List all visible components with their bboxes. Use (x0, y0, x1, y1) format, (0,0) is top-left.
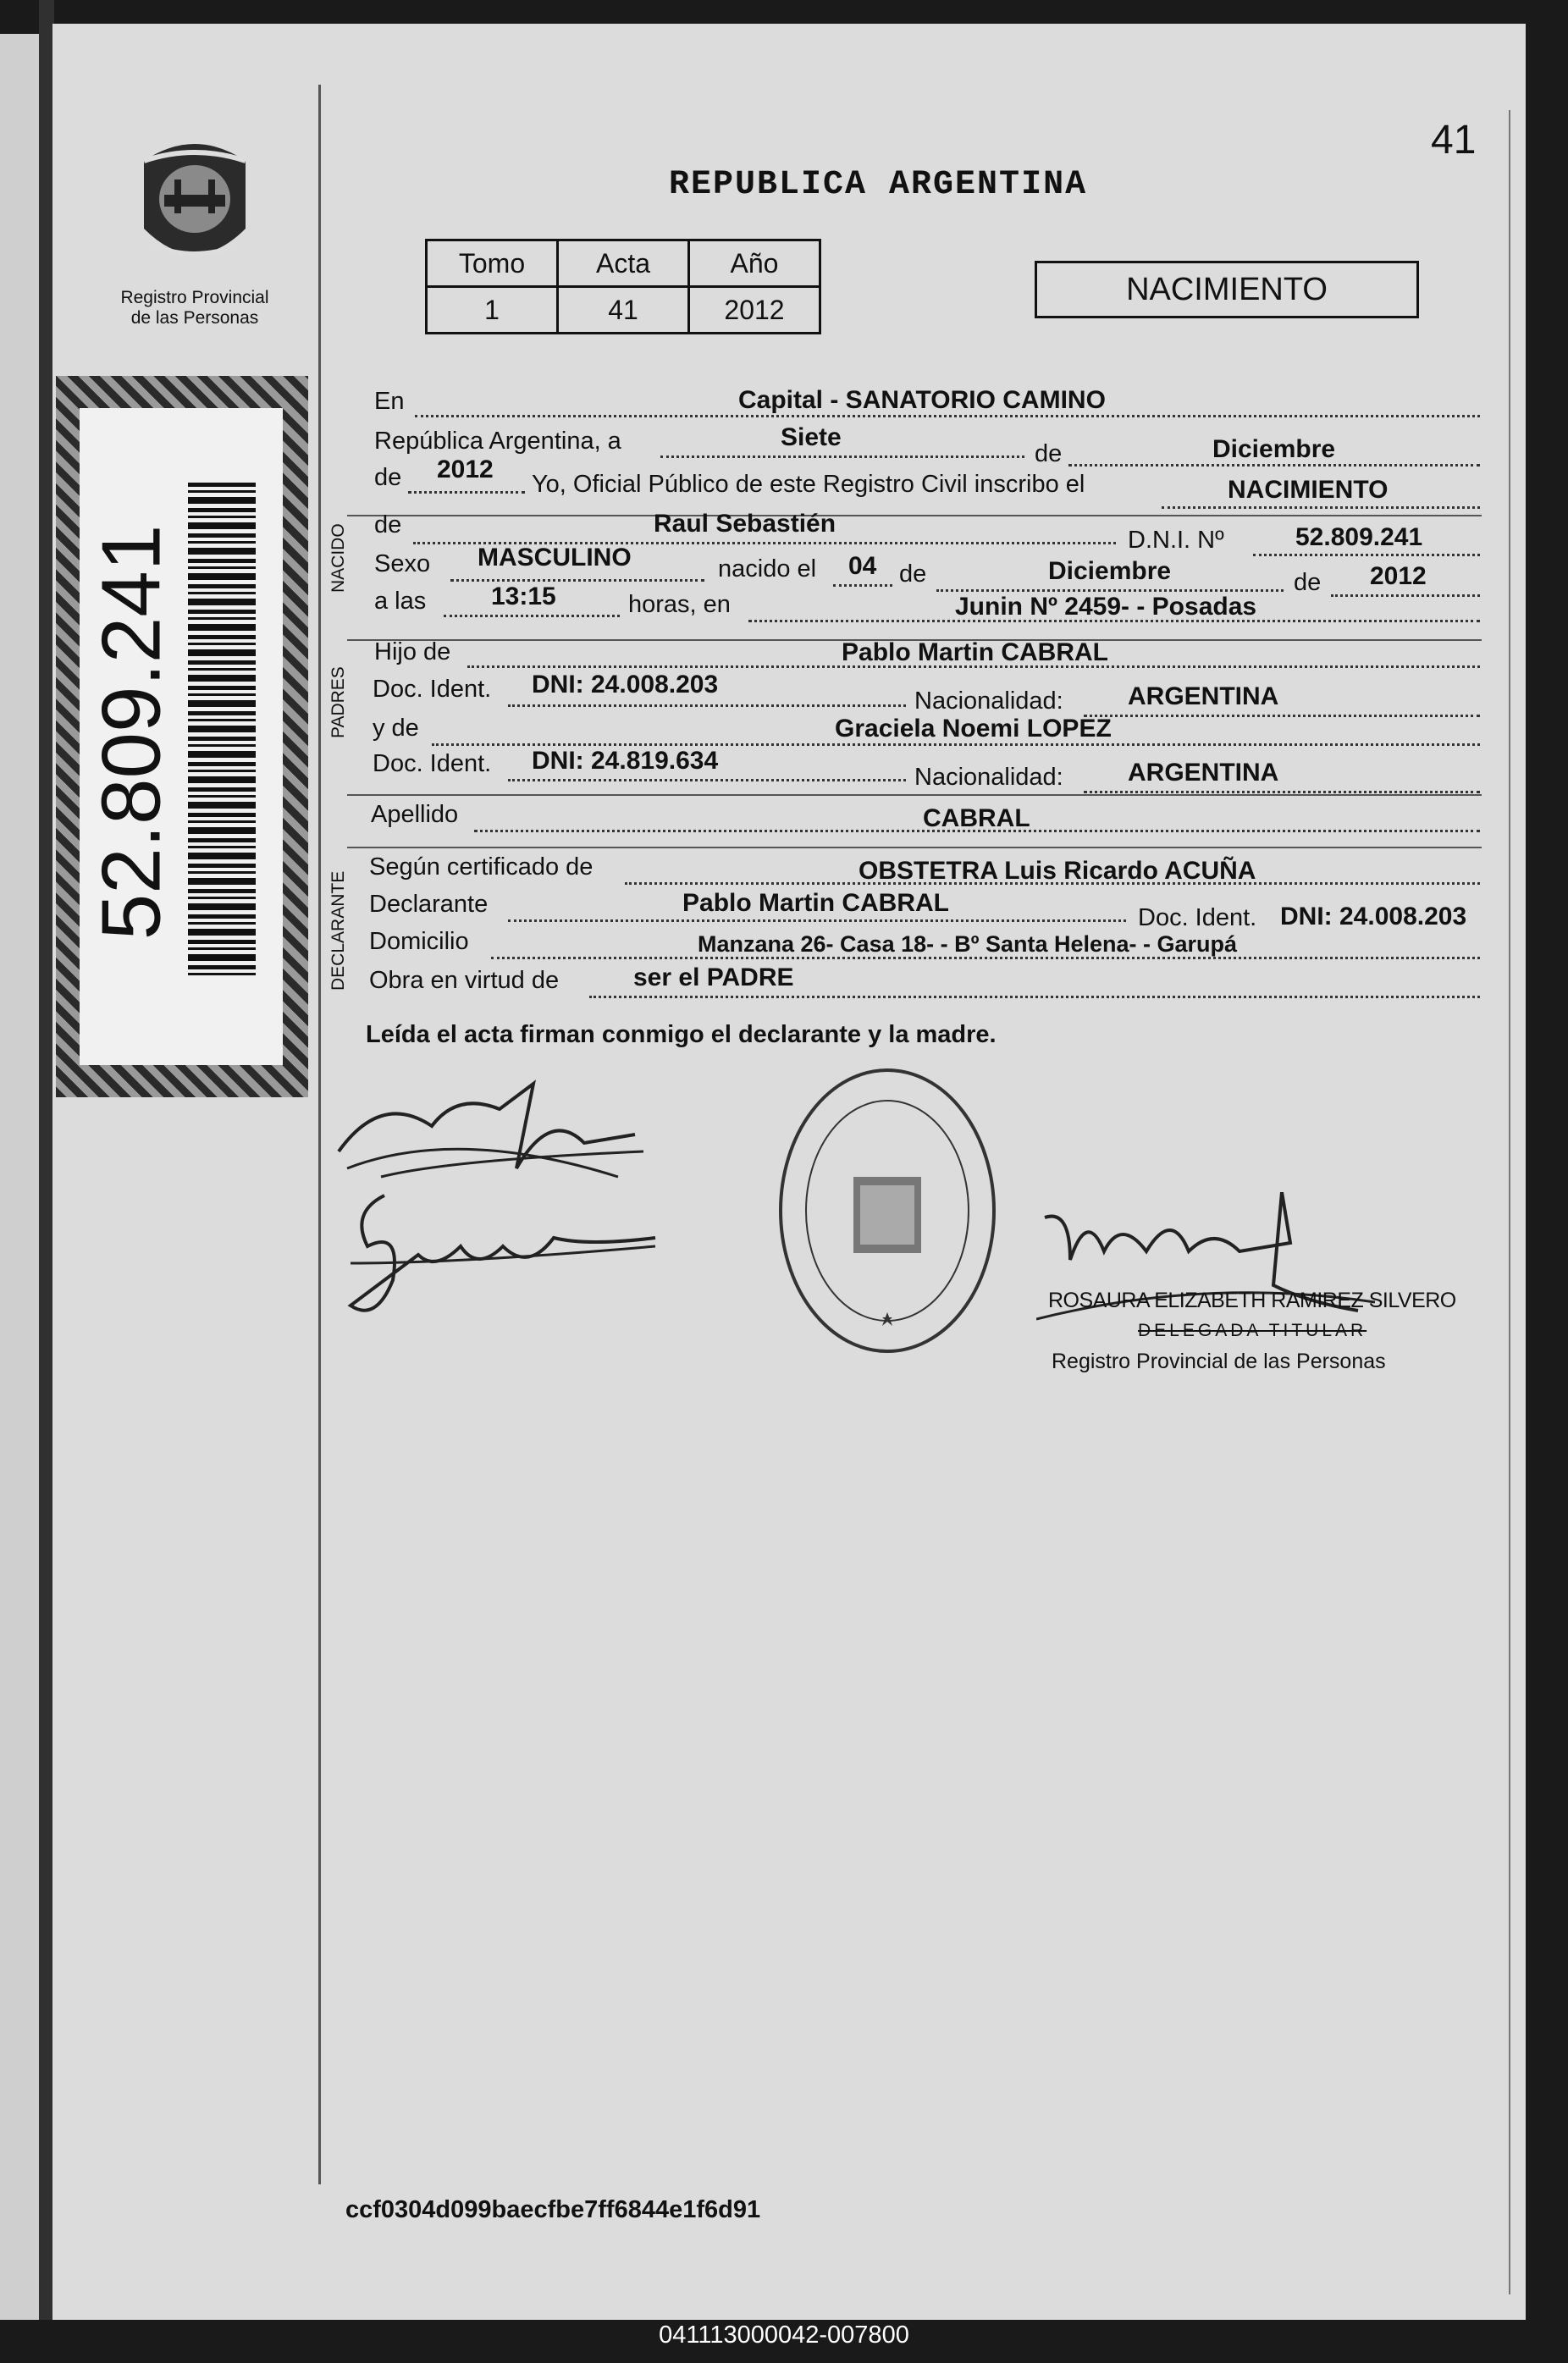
tomo-acta-anio-table (425, 239, 821, 334)
official-role: DELEGADA TITULAR (1138, 1321, 1367, 1340)
left-page-edge (0, 34, 39, 2320)
official-signature-icon (1036, 1192, 1375, 1340)
obra-label: Obra en virtud de (369, 967, 560, 994)
document-title: REPUBLICA ARGENTINA (669, 166, 1088, 204)
dotted-line (1084, 715, 1480, 717)
document-hash: ccf0304d099baecfbe7ff6844e1f6d91 (345, 2196, 761, 2223)
sexo-value: MASCULINO (478, 544, 632, 571)
doc2-value: DNI: 24.819.634 (532, 747, 719, 775)
republica-label: República Argentina, a (374, 428, 621, 455)
logo-caption-line1: Registro Provincial (120, 288, 269, 307)
anio-value: 2012 (689, 287, 820, 334)
declarante-label: Declarante (369, 891, 489, 918)
de2-label: de (374, 464, 402, 491)
dotted-line (589, 996, 1480, 998)
side-label-nacido: NACIDO (329, 523, 348, 593)
domicilio-label: Domicilio (369, 928, 469, 955)
id-number-vertical (84, 474, 178, 991)
padre-value: Pablo Martin CABRAL (842, 638, 1108, 666)
doc3-label: Doc. Ident. (1138, 904, 1257, 931)
oficial-text: Yo, Oficial Público de este Registro Civil inscribo el (532, 471, 1085, 498)
nacido-dia: 04 (848, 552, 877, 580)
domicilio-value: Manzana 26- Casa 18- - Bº Santa Helena- - Garupá (698, 931, 1238, 957)
obra-value: ser el PADRE (633, 963, 794, 991)
dia-value: Siete (781, 423, 842, 451)
section-separator (347, 515, 1482, 516)
official-stamp-icon (769, 1058, 1006, 1367)
dotted-line (1162, 506, 1480, 509)
footer-code: 041113000042-007800 (659, 2322, 909, 2349)
nacido-mes: Diciembre (1048, 557, 1172, 585)
dotted-line (1253, 554, 1480, 556)
dotted-line (508, 779, 906, 781)
section-separator (347, 794, 1482, 796)
declarante-value: Pablo Martin CABRAL (682, 889, 949, 917)
dotted-line (444, 615, 620, 617)
dotted-line (1068, 464, 1480, 467)
dotted-line (660, 455, 1024, 458)
alas-label: a las (374, 588, 427, 615)
lugar-value: Junin Nº 2459- - Posadas (955, 593, 1257, 621)
barcode-icon (188, 483, 256, 975)
section-separator (347, 847, 1482, 848)
provincia-misiones-seal-icon (127, 135, 262, 279)
en-label: En (374, 388, 405, 415)
sexo-label: Sexo (374, 550, 431, 577)
certificado-label: Según certificado de (369, 853, 594, 881)
anio-value: 2012 (437, 455, 494, 483)
acta-header: Acta (558, 240, 689, 287)
anio-header: Año (689, 240, 820, 287)
doc1-value: DNI: 24.008.203 (532, 671, 719, 698)
yde-label: y de (373, 715, 419, 742)
nacido-label: nacido el (718, 555, 817, 582)
mother-signature-icon (334, 1179, 672, 1335)
official-institution: Registro Provincial de las Personas (1052, 1350, 1386, 1373)
side-label-declarante: DECLARANTE (329, 870, 348, 991)
acta-value: 41 (558, 287, 689, 334)
de4-label: de (899, 560, 927, 588)
side-label-padres: PADRES (329, 666, 348, 738)
doc1-label: Doc. Ident. (373, 676, 492, 703)
madre-value: Graciela Noemi LOPEZ (835, 715, 1112, 743)
dotted-line (432, 743, 1480, 746)
official-name: ROSAURA ELIZABETH RAMIREZ SILVERO (1048, 1289, 1456, 1312)
dni-label: D.N.I. Nº (1128, 527, 1224, 554)
apellido-value: CABRAL (923, 804, 1030, 832)
hijo-label: Hijo de (374, 638, 451, 665)
nombre-value: Raul Sebastién (654, 510, 836, 538)
page-number: 41 (1431, 118, 1477, 163)
apellido-label: Apellido (371, 801, 459, 828)
dotted-line (508, 704, 906, 707)
dotted-line (1331, 594, 1480, 597)
dotted-line (415, 415, 1480, 417)
doc3-value: DNI: 24.008.203 (1280, 903, 1467, 930)
dni-value: 52.809.241 (1295, 523, 1423, 551)
nac1-label: Nacionalidad: (914, 687, 1063, 715)
nacido-anio: 2012 (1370, 562, 1427, 590)
de1-label: de (1035, 440, 1063, 467)
de5-label: de (1294, 569, 1322, 596)
dotted-line (408, 491, 525, 494)
dotted-line (508, 919, 1126, 922)
dotted-line (833, 584, 892, 587)
tomo-value: 1 (427, 287, 558, 334)
nac2-value: ARGENTINA (1128, 759, 1279, 787)
right-margin-line (1509, 110, 1510, 2294)
de3-label: de (374, 511, 402, 538)
nac2-label: Nacionalidad: (914, 764, 1063, 791)
doc2-label: Doc. Ident. (373, 750, 492, 777)
act-type-box: NACIMIENTO (1035, 261, 1419, 318)
inscribo-value: NACIMIENTO (1228, 476, 1389, 504)
dotted-line (450, 579, 704, 582)
en-value: Capital - SANATORIO CAMINO (738, 386, 1106, 414)
closing-note: Leída el acta firman conmigo el declarante y la madre. (366, 1021, 997, 1048)
tomo-header: Tomo (427, 240, 558, 287)
margin-line (318, 85, 321, 2184)
dotted-line (936, 589, 1284, 592)
certificado-value: OBSTETRA Luis Ricardo ACUÑA (859, 857, 1256, 885)
horas-label: horas, en (628, 591, 731, 618)
logo-caption-line2: de las Personas (130, 308, 259, 328)
mes-value: Diciembre (1212, 435, 1336, 463)
id-number-text: 52.809.241 (84, 524, 178, 941)
nac1-value: ARGENTINA (1128, 682, 1279, 710)
dotted-line (1084, 791, 1480, 793)
logo-caption (93, 288, 296, 329)
hora-value: 13:15 (491, 582, 556, 610)
